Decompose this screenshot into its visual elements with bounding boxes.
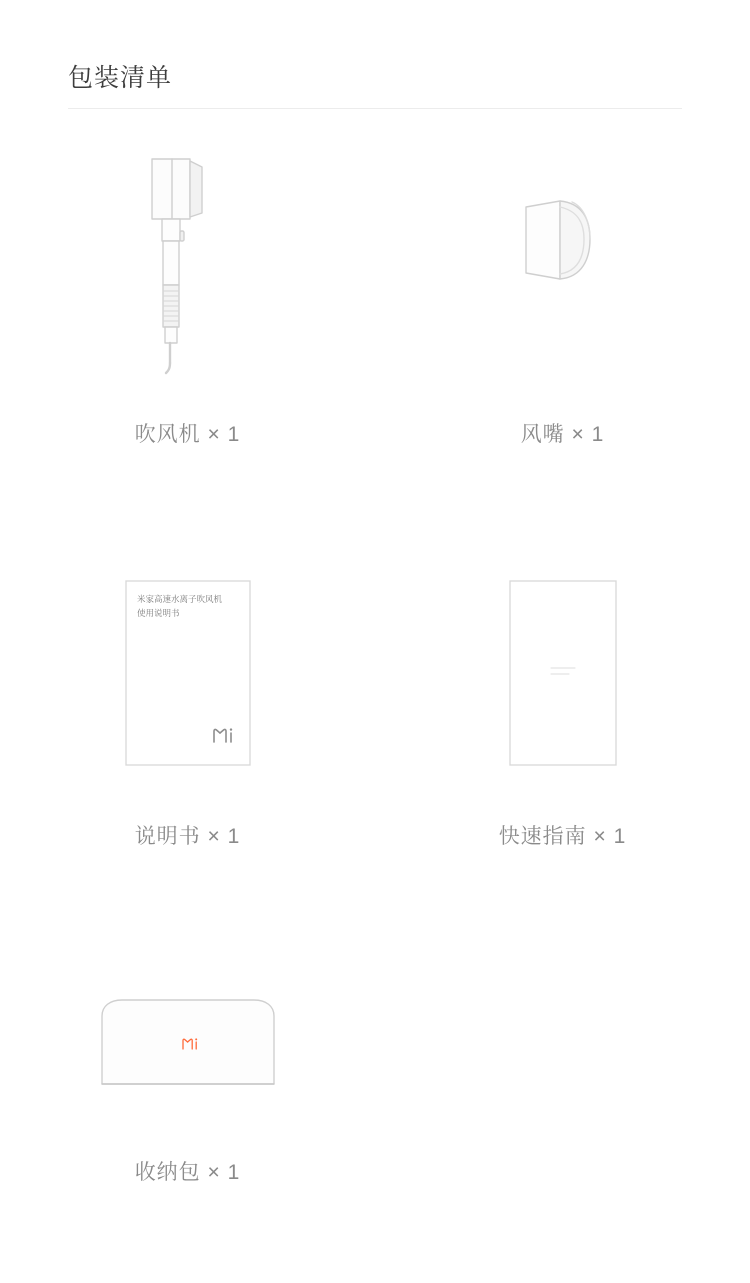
item-caption: 快速指南 × 1: [498, 825, 627, 848]
item-manual: [0, 568, 375, 850]
item-caption: 收纳包 × 1: [134, 1161, 241, 1184]
item-caption: 说明书 × 1: [134, 825, 241, 848]
hair-dryer-icon: [0, 140, 375, 380]
item-caption: 风嘴 × 1: [520, 423, 605, 446]
page-title: 包装清单: [68, 64, 173, 92]
manual-booklet-icon: [0, 568, 375, 778]
items-row: [0, 568, 750, 850]
manual-cover-line-1: 米家高速水离子吹风机: [136, 594, 222, 604]
item-storage-pouch: [0, 968, 375, 1186]
item-caption: 吹风机 × 1: [134, 423, 241, 446]
items-row: [0, 968, 750, 1186]
item-hair-dryer: [0, 140, 375, 448]
item-empty-slot: [375, 968, 750, 1186]
manual-cover-line-2: 使用说明书: [136, 608, 180, 618]
title-divider: [68, 108, 682, 109]
item-nozzle: [375, 140, 750, 448]
nozzle-icon: [375, 140, 750, 380]
items-row: [0, 140, 750, 448]
item-quick-guide: [375, 568, 750, 850]
items-grid: [0, 140, 750, 1186]
storage-pouch-icon: [0, 968, 375, 1118]
quick-guide-icon: [375, 568, 750, 778]
